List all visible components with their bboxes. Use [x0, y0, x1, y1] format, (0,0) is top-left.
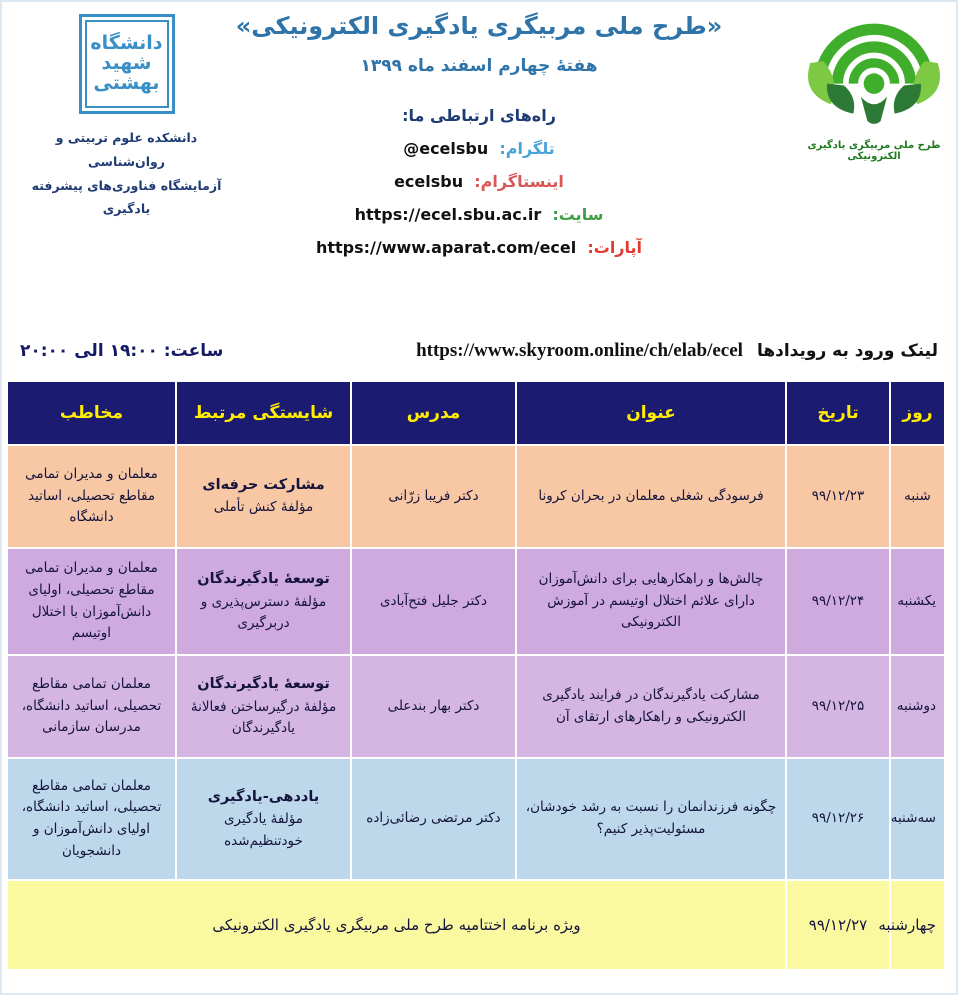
date-cell: ۹۹/۱۲/۲۶: [786, 758, 890, 880]
competency-note: مؤلفهٔ دسترس‌پذیری و دربرگیری: [200, 593, 327, 632]
instagram-label: اینستاگرام:: [474, 172, 564, 191]
table-row-wednesday-closing: [7, 880, 945, 970]
table-row-tuesday: [7, 758, 945, 880]
telegram-label: تلگرام:: [499, 139, 555, 158]
audience-cell: معلمان و مدیران تمامی مقاطع تحصیلی، اساتید دانشگاه: [7, 445, 176, 548]
aparat-url[interactable]: https://www.aparat.com/ecel: [315, 238, 577, 257]
competency-title: توسعهٔ یادگیرندگان: [197, 571, 330, 588]
col-header-topic: عنوان: [516, 381, 786, 445]
instructor-cell: دکتر مرتضی رضائی‌زاده: [351, 758, 516, 880]
contact-block: [209, 106, 749, 257]
competency-note: مؤلفهٔ کنش تأملی: [213, 499, 314, 516]
closing-event-cell: ویژه برنامه اختتامیه طرح ملی مربیگری یادگیری الکترونیکی: [7, 880, 786, 970]
competency-cell: [176, 758, 351, 880]
competency-note: مؤلفهٔ درگیرساختن فعالانهٔ یادگیرندگان: [190, 698, 337, 737]
competency-title: مشارکت حرفه‌ای: [202, 477, 325, 494]
event-link-label: لینک ورود به رویدادها: [756, 341, 938, 361]
date-cell: ۹۹/۱۲/۲۴: [786, 548, 890, 655]
ecel-program-logo-icon: [799, 6, 949, 134]
day-cell: یکشنبه: [890, 548, 945, 655]
ecel-branding-block: [798, 6, 950, 162]
contact-heading: راه‌های ارتباطی ما:: [402, 106, 556, 125]
sbu-branding-block: [24, 14, 229, 221]
topic-cell: چالش‌ها و راهکارهایی برای دانش‌آموزان دارای علائم اختلال اوتیسم در آموزش الکترونیکی: [516, 548, 786, 655]
page-header: [2, 2, 956, 334]
schedule-table: [6, 380, 946, 971]
contact-item-aparat: [209, 238, 749, 257]
date-cell: ۹۹/۱۲/۲۳: [786, 445, 890, 548]
sbu-university-logo-icon: [79, 14, 175, 114]
event-entry-link: [416, 340, 938, 362]
event-time: ساعت: ۱۹:۰۰ الی ۲۰:۰۰: [20, 341, 224, 361]
audience-cell: معلمان و مدیران تمامی مقاطع تحصیلی، اولیای دانش‌آموزان با اختلال اوتیسم: [7, 548, 176, 655]
table-header-row: [7, 381, 945, 445]
audience-cell: معلمان تمامی مقاطع تحصیلی، اساتید دانشگاه، مدرسان سازمانی: [7, 655, 176, 758]
competency-title: توسعهٔ یادگیرندگان: [197, 676, 330, 693]
date-cell: ۹۹/۱۲/۲۷: [786, 880, 890, 970]
table-row-saturday: [7, 445, 945, 548]
contact-item-website: [209, 205, 749, 224]
topic-cell: مشارکت یادگیرندگان در فرایند یادگیری الکترونیکی و راهکارهای ارتقای آن: [516, 655, 786, 758]
website-url[interactable]: https://ecel.sbu.ac.ir: [354, 205, 542, 224]
contact-item-telegram: [209, 139, 749, 158]
topic-cell: چگونه فرزندانمان را نسبت به رشد خودشان، مسئولیت‌پذیر کنیم؟: [516, 758, 786, 880]
lab-name: آزمایشگاه فناوری‌های پیشرفته یادگیری: [31, 177, 222, 217]
audience-cell: معلمان تمامی مقاطع تحصیلی، اساتید دانشگاه، اولیای دانش‌آموزان و دانشجویان: [7, 758, 176, 880]
col-header-instructor: مدرس: [351, 381, 516, 445]
instructor-cell: دکتر فریبا زرّانی: [351, 445, 516, 548]
instagram-handle: ecelsbu: [394, 172, 464, 191]
competency-cell: [176, 445, 351, 548]
instructor-cell: دکتر بهار بندعلی: [351, 655, 516, 758]
competency-note: مؤلفهٔ یادگیری خودتنظیم‌شده: [223, 811, 304, 849]
instructor-cell: دکتر جلیل فتح‌آبادی: [351, 548, 516, 655]
day-cell: چهارشنبه: [890, 880, 945, 970]
ecel-logo-caption: طرح ملی مربیگری یادگیری الکترونیکی: [807, 140, 941, 162]
telegram-handle: @ecelsbu: [403, 139, 489, 158]
col-header-date: تاریخ: [786, 381, 890, 445]
page-subtitle: هفتهٔ چهارم اسفند ماه ۱۳۹۹: [360, 56, 598, 76]
col-header-day: روز: [890, 381, 945, 445]
title-block: [209, 12, 749, 257]
table-row-monday: [7, 655, 945, 758]
page-title: «طرح ملی مربیگری یادگیری الکترونیکی»: [235, 12, 723, 40]
competency-cell: [176, 548, 351, 655]
day-cell: سه‌شنبه: [890, 758, 945, 880]
contact-item-instagram: [209, 172, 749, 191]
website-label: سایت:: [552, 205, 604, 224]
date-cell: ۹۹/۱۲/۲۵: [786, 655, 890, 758]
table-row-sunday: [7, 548, 945, 655]
sbu-logo-calligraphy: دانشگاه شهید بهشتی: [85, 20, 169, 108]
col-header-audience: مخاطب: [7, 381, 176, 445]
faculty-name: دانشکده علوم تربیتی و روان‌شناسی: [55, 130, 198, 169]
competency-title: یاددهی-یادگیری: [207, 788, 320, 805]
event-link-row: [2, 334, 956, 368]
col-header-competency: شایستگی مرتبط: [176, 381, 351, 445]
event-link-url[interactable]: https://www.skyroom.online/ch/elab/ecel: [416, 340, 743, 361]
topic-cell: فرسودگی شغلی معلمان در بحران کرونا: [516, 445, 786, 548]
day-cell: شنبه: [890, 445, 945, 548]
day-cell: دوشنبه: [890, 655, 945, 758]
aparat-label: آپارات:: [587, 238, 643, 257]
competency-cell: [176, 655, 351, 758]
